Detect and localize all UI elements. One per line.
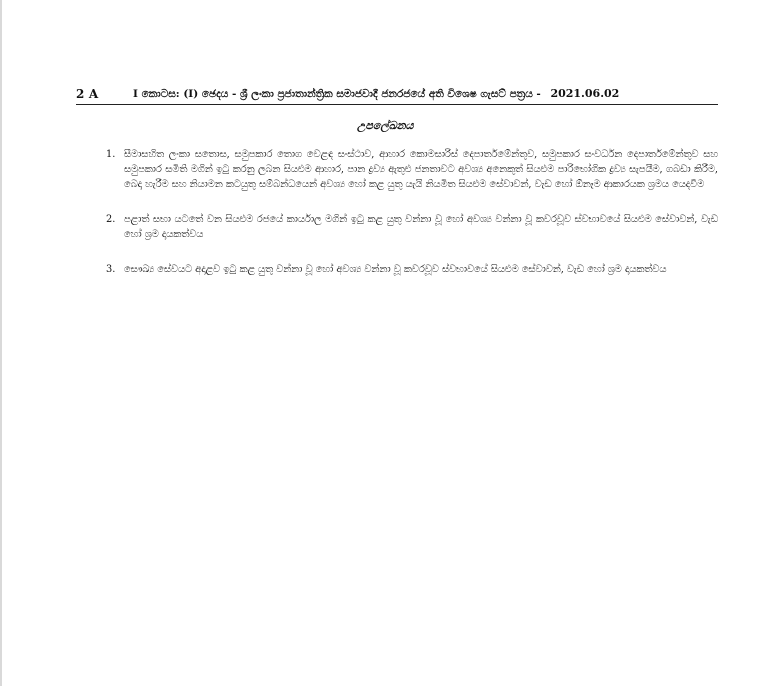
section-title: උපලේඛනය xyxy=(357,119,414,132)
schedule-item-3 xyxy=(106,262,718,277)
schedule-item-2 xyxy=(106,212,718,242)
schedule-item-number: 3. xyxy=(106,264,116,275)
schedule-list xyxy=(106,147,718,297)
header-rule xyxy=(76,104,718,105)
page-number: 2 A xyxy=(76,87,99,101)
schedule-item-number: 1. xyxy=(106,149,116,160)
schedule-item-text: සෞඛ්‍ය සේවයට අදාළව ඉටු කළ යුතු වන්නා වූ හෝ අවශ්‍ය වන්නා වූ කවරවූව ස්වභාවයේ සියළුම සේවාවන්, වැඩ හෝ ශ්‍රම දායකත්වය xyxy=(124,264,667,275)
schedule-item-text: පළාත් සභා යටතේ වන සියළුම රජයේ කාර්යාල මගින් ඉටු කළ යුතු වන්නා වූ හෝ අවශ්‍ය වන්නා වූ කවරවූව ස්වභාවයේ සියළුම සේවාවන්, වැඩ හෝ ශ්‍රම දායකත්වය xyxy=(124,214,718,240)
schedule-item-text: සීමාසහිත ලංකා සතොස, සමුපකාර තොග වෙළඳ සංස්ථාව, ආහාර කොමසාරිස් දෙපාර්තමේන්තුව, සමුපකාර සංවර්ධන දෙපාර්තමේන්තුව සහ සමුපකාර සමිති මගින් ඉටු කරනු ලබන සියළුම ආහාර, පාන ද්‍රව්‍ය ඇතුළු ජනතාවට අවශ්‍ය අනෙකුත් සියළුම පාරිභෝගික ද්‍රව්‍ය සැපයීම, ගබඩා කිරීම, බෙදා හැරීම සහ නියාමන කටයුතු සම්බන්ධයෙන් අවශ්‍ය හෝ කළ යුතු යැයි නියමිත සියළුම සේවාවන්, වැඩ හෝ ඕනෑම ආකාරයක ශ්‍රමය යෙදවීම xyxy=(124,149,718,190)
header-title: I කොටස: (I) ඡෙදය - ශ්‍රී ලංකා ප්‍රජාතාන්ත්‍රික සමාජවාදී ජනරජයේ අති විශෙෂ ගැසට් පත්‍රය - xyxy=(133,88,541,100)
header-title-line xyxy=(133,86,619,102)
schedule-item-1 xyxy=(106,147,718,192)
schedule-item-number: 2. xyxy=(106,214,116,225)
header-date: 2021.06.02 xyxy=(550,87,620,100)
page-header xyxy=(76,86,718,104)
